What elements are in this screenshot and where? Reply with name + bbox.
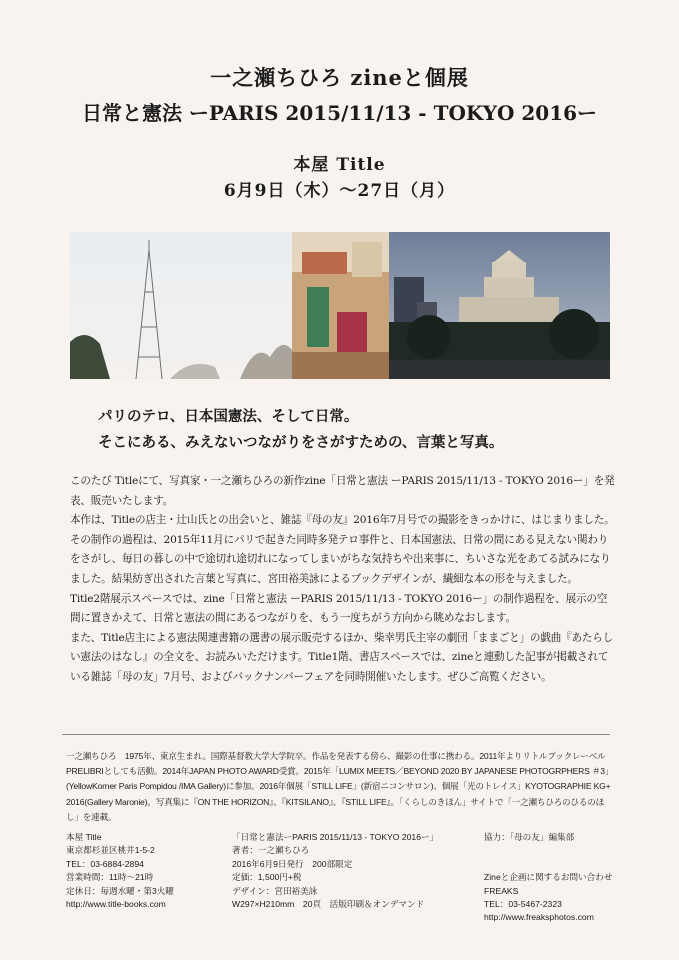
cooperation-info [484,831,612,925]
book-designer: デザイン：宮田裕美詠 [232,885,318,896]
store-phone: TEL：03-6884-2894 [66,858,144,869]
store-name: 本屋 Title [66,832,102,842]
store-address: 東京都杉並区桃井1-5-2 [66,845,155,856]
artist-profile: 一之瀬ちひろ 1975年、東京生まれ。国際基督教大学大学院卒。作品を発表する傍ら、撮影の仕事に携わる。2011年よりリトルプックレーベル PRELIBRIとしても活動。2014年JAPAN PHOTO AWARD受賞。2015年「LUMIX MEETS／BEYOND 2020 BY JAPANESE PHOTOGRPHERS ＃3」(YellowKorner Paris Pompidou /IMA Gallery)に参加。2016年個展「STILL LIFE」(新宿ニコンサロン)、個展「光のトレイス」KYOTOGRAPHIE KG+ 2016(Gallery Maronie)。写真集に『ON THE HORIZON』、『KITSILANO』、『STILL LIFE』。「くらしのきほん」サイトで「一之瀬ちひろのひるのほし」を連載。 [66,751,614,822]
cooperation-credit: 協力：「母の友」編集部 [484,832,575,842]
description-paragraph: 本作は、Titleの店主・辻山氏との出会いと、雑誌『母の友』2016年7月号での撮影をきっかけに、はじまりました。その制作の過程は、2015年11月にパリで起きた同時多発テロ事件と、日本国憲法、日常の間にある見えない関わりをさがし、毎日の暮しの中で途切れ途切れになってしまいがちな気持ちや出来事に、ちいさな光をあてる試みになりました。結果紡ぎ出された言葉と写真に、宮田裕美詠によるブックデザインが、繊細な本の形を与えました。 [70,514,615,585]
store-hours: 営業時間：11時〜21時 [66,872,154,883]
description-paragraph: このたび Titleにて、写真家・一之瀬ちひろの新作zine「日常と憲法 ーPARIS 2015/11/13 - TOKYO 2016ー」を発表、販売いたします。 [70,475,615,507]
book-author: 著者：一之瀬ちひろ [232,845,310,856]
interior-photo [292,232,389,379]
book-title: 「日常と憲法ーPARIS 2015/11/13 - TOKYO 2016ー」 [232,832,439,842]
event-title: 一之瀬ちひろ zineと個展 [210,65,469,90]
inquiry-org: FREAKS [484,885,519,896]
store-info [66,831,174,911]
lead-line: そこにある、みえないつながりをさがすための、言葉と写真。 [98,434,504,451]
eiffel-tower-photo [70,232,292,379]
store-url[interactable]: http://www.title-books.com [66,899,166,910]
description [70,472,615,688]
inquiry-label: Zineと企画に関するお問い合わせ [484,872,613,883]
divider [62,734,610,735]
book-info [232,831,438,911]
inquiry-phone: TEL：03-5467-2323 [484,899,562,909]
book-price: 定価：1,500円+税 [232,872,302,883]
event-dates: 6月9日（木）〜27日（月） [223,181,456,201]
photo-strip [70,232,610,379]
inquiry-url[interactable]: http://www.freaksphotos.com [484,912,594,923]
book-publish-date: 2016年6月9日発行 200部限定 [232,858,353,869]
description-paragraph: また、Title店主による憲法関連書籍の選書の展示販売するほか、柴幸男氏主宰の劇団「ままごと」の戯曲『あたらしい憲法のはなし』の全文を、お読みいただけます。Title1階、書店スペースでは、zineと連動した記事が掲載されている雑誌「母の友」7月号、およびバックナンバーフェアを同時開催いたします。ぜひご高覧ください。 [70,631,614,683]
event-subtitle: 日常と憲法 ーPARIS 2015/11/13 - TOKYO 2016ー [81,101,598,125]
lead-copy [98,404,598,456]
book-format: W297×H210mm 20頁 活版印刷＆オンデマンド [232,899,425,910]
national-diet-photo [389,232,610,379]
venue-name: 本屋 Title [293,155,386,175]
store-closed-days: 定休日：毎週水曜・第3火曜 [66,885,174,896]
lead-line: パリのテロ、日本国憲法、そして日常。 [98,408,359,425]
description-paragraph: Title2階展示スペースでは、zine「日常と憲法 ーPARIS 2015/11/13 - TOKYO 2016ー」の制作過程を、展示の空間に置きかえて、日常と憲法の間にあるつながりを、もう一度ちがう方向から眺めなおします。 [70,592,608,625]
